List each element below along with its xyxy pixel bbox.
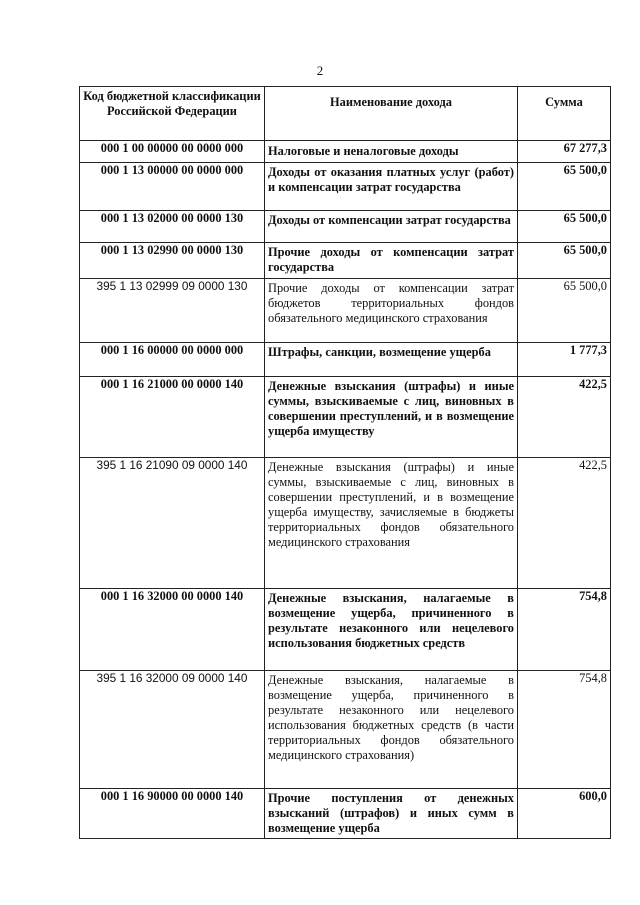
header-code: Код бюджетной классификации Российской Федерации [80,87,265,141]
row-code: 000 1 00 00000 00 0000 000 [80,141,265,163]
row-sum: 422,5 [518,377,611,458]
row-sum: 1 777,3 [518,343,611,377]
row-sum: 754,8 [518,589,611,671]
table-row [80,671,611,789]
row-sum: 422,5 [518,458,611,589]
row-code: 000 1 13 00000 00 0000 000 [80,163,265,211]
table-row [80,343,611,377]
row-name: Денежные взыскания, налагаемые в возмещение ущерба, причиненного в результате незаконного или нецелевого использования бюджетных средств [265,589,518,671]
header-name: Наименование дохода [265,87,518,141]
header-sum: Сумма [518,87,611,141]
row-sum: 65 500,0 [518,243,611,279]
row-code: 000 1 13 02990 00 0000 130 [80,243,265,279]
table-header-row [80,87,611,141]
page-number: 2 [316,63,324,78]
table-row [80,279,611,343]
row-code: 000 1 16 90000 00 0000 140 [80,789,265,839]
row-sum: 65 500,0 [518,279,611,343]
row-name: Доходы от оказания платных услуг (работ) и компенсации затрат государства [265,163,518,211]
row-code: 395 1 16 21090 09 0000 140 [80,458,265,589]
row-sum: 600,0 [518,789,611,839]
table-row [80,789,611,839]
row-sum: 754,8 [518,671,611,789]
row-sum: 67 277,3 [518,141,611,163]
row-name: Прочие доходы от компенсации затрат бюджетов территориальных фондов обязательного медицинского страхования [265,279,518,343]
row-name: Прочие поступления от денежных взысканий (штрафов) и иных сумм в возмещение ущерба [265,789,518,839]
row-name: Налоговые и неналоговые доходы [265,141,518,163]
table-row [80,377,611,458]
row-code: 395 1 13 02999 09 0000 130 [80,279,265,343]
row-name: Доходы от компенсации затрат государства [265,211,518,243]
row-name: Денежные взыскания, налагаемые в возмещение ущерба, причиненного в результате незаконного или нецелевого использования бюджетных средств (в части территориальных фондов обязательного медицинского страхования) [265,671,518,789]
table-row [80,243,611,279]
row-name: Денежные взыскания (штрафы) и иные суммы, взыскиваемые с лиц, виновных в совершении преступлений, и в возмещение ущерба имуществу [265,377,518,458]
row-code: 000 1 16 00000 00 0000 000 [80,343,265,377]
row-sum: 65 500,0 [518,211,611,243]
revenue-table [79,86,611,839]
row-name: Денежные взыскания (штрафы) и иные суммы, взыскиваемые с лиц, виновных в совершении преступлений, и в возмещение ущерба имуществу, зачисляемые в бюджеты территориальных фондов обязательного медицинского страхования [265,458,518,589]
table-row [80,141,611,163]
row-code: 000 1 16 21000 00 0000 140 [80,377,265,458]
row-code: 000 1 16 32000 00 0000 140 [80,589,265,671]
row-code: 395 1 16 32000 09 0000 140 [80,671,265,789]
row-name: Прочие доходы от компенсации затрат государства [265,243,518,279]
table-row [80,163,611,211]
table-row [80,211,611,243]
row-name: Штрафы, санкции, возмещение ущерба [265,343,518,377]
table-body [80,141,611,839]
table-row [80,589,611,671]
row-sum: 65 500,0 [518,163,611,211]
row-code: 000 1 13 02000 00 0000 130 [80,211,265,243]
table-row [80,458,611,589]
